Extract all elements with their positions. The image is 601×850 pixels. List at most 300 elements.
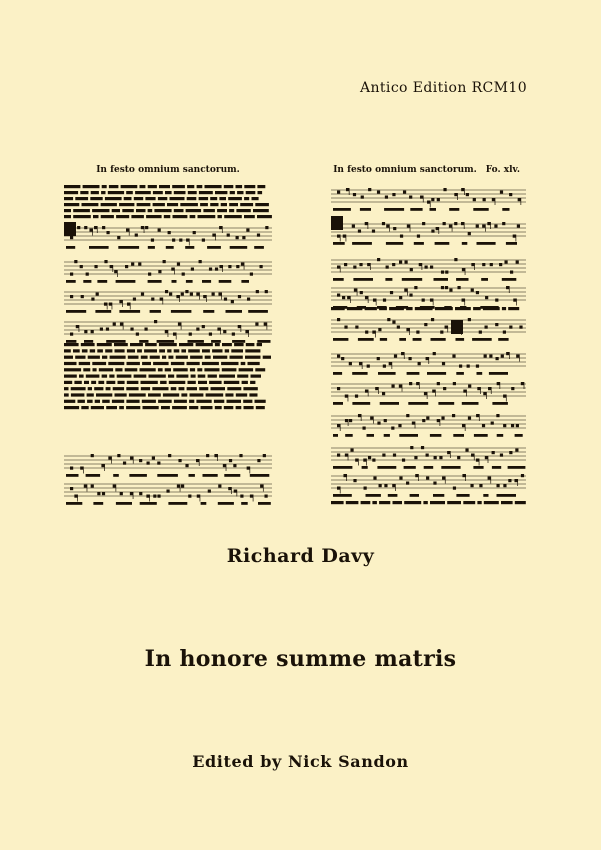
text-word [379, 501, 390, 504]
neume [168, 231, 171, 234]
underlay-word [366, 494, 381, 497]
text-word [224, 185, 234, 188]
neume [117, 236, 120, 239]
neume [476, 291, 479, 294]
editor-credit: Edited by Nick Sandon [192, 752, 409, 771]
text-word [240, 203, 253, 206]
text-word [165, 191, 172, 194]
text-word [221, 362, 238, 365]
neume [483, 392, 486, 395]
neume [402, 459, 405, 462]
neume [430, 266, 433, 269]
text-word [117, 375, 132, 378]
underlay-word [456, 338, 465, 341]
neume [496, 357, 499, 360]
neume [367, 365, 370, 368]
text-word [484, 501, 499, 504]
text-word [113, 387, 124, 390]
text-word [393, 501, 403, 504]
neume [468, 318, 471, 321]
neume [104, 303, 107, 306]
neume [152, 457, 155, 460]
neume [377, 357, 380, 360]
neume [345, 395, 348, 398]
neume [488, 477, 491, 480]
text-word [215, 406, 222, 409]
neume [91, 485, 94, 488]
neume [166, 490, 169, 493]
neume [445, 326, 448, 329]
underlay-word [333, 466, 352, 469]
text-word [129, 393, 146, 396]
neume [240, 495, 243, 498]
neume [521, 474, 524, 477]
neume [378, 328, 381, 331]
text-word [197, 368, 202, 371]
neume [434, 456, 437, 459]
neume [341, 357, 344, 360]
text-word [257, 343, 262, 346]
text-word [92, 362, 106, 365]
neume [189, 333, 192, 336]
neume [86, 273, 89, 276]
neume [223, 330, 226, 333]
neume [425, 266, 428, 269]
facsimile-right-heading: In festo omnium sanctorum. [333, 165, 477, 175]
underlay-word [399, 434, 418, 437]
neume [427, 201, 430, 204]
text-word [140, 368, 156, 371]
underlay-word [427, 372, 446, 375]
text-word [201, 406, 213, 409]
text-word [463, 501, 475, 504]
underlay-word [66, 474, 79, 477]
underlay-word [492, 466, 501, 469]
neume [465, 449, 468, 452]
neume [102, 226, 105, 229]
text-word [173, 368, 188, 371]
underlay-word [384, 434, 390, 437]
neume [343, 474, 346, 477]
neume [337, 487, 340, 490]
work-title: In honore summe matris [144, 646, 457, 672]
text-word [118, 381, 125, 384]
neume [503, 484, 506, 487]
text-word [109, 185, 119, 188]
text-word [210, 203, 218, 206]
neume [359, 362, 362, 365]
neume [157, 495, 160, 498]
neume [433, 352, 436, 355]
underlay-word [399, 338, 406, 341]
neume [106, 231, 109, 234]
text-word [119, 406, 124, 409]
text-word [73, 349, 80, 352]
underlay-word [119, 310, 140, 313]
neume [487, 222, 490, 225]
neume [264, 495, 267, 498]
neume [345, 419, 348, 422]
text-word [64, 197, 73, 200]
neume [113, 485, 116, 488]
neume [141, 226, 144, 229]
text-word [174, 209, 184, 212]
neume [151, 298, 154, 301]
neume [516, 424, 519, 427]
neume [219, 265, 222, 268]
text-word [230, 356, 243, 359]
text-word [64, 343, 79, 346]
text-word [430, 501, 445, 504]
neume [385, 196, 388, 199]
text-word [199, 191, 213, 194]
text-word [172, 185, 185, 188]
neume [453, 487, 456, 490]
text-word [115, 393, 127, 396]
neume [424, 392, 427, 395]
chant-page-left-image [60, 150, 276, 520]
underlay-word [185, 246, 194, 249]
text-word [181, 349, 186, 352]
neume [453, 382, 456, 385]
chant-facsimile-right [327, 150, 530, 520]
text-word [122, 209, 134, 212]
underlay-word [424, 466, 434, 469]
text-word [87, 400, 93, 403]
text-word [78, 400, 85, 403]
text-word [141, 356, 148, 359]
underlay-word [410, 208, 422, 211]
text-word [210, 197, 217, 200]
text-word [508, 307, 519, 310]
neume [368, 456, 371, 459]
neume [431, 198, 434, 201]
neume [415, 474, 418, 477]
neume [108, 457, 111, 460]
underlay-word [414, 242, 424, 245]
text-word [64, 349, 71, 352]
underlay-word [462, 402, 479, 405]
neume [495, 299, 498, 302]
neume [114, 270, 117, 273]
chant-facsimile-left [60, 150, 276, 520]
underlay-word [497, 494, 517, 497]
neume [383, 299, 386, 302]
text-word [83, 185, 100, 188]
text-word [83, 368, 90, 371]
underlay-word [333, 494, 352, 497]
underlay-word [497, 434, 504, 437]
text-word [143, 406, 159, 409]
neume [382, 454, 385, 457]
neume [246, 229, 249, 232]
text-word [158, 197, 167, 200]
neume [421, 446, 424, 449]
text-word [435, 307, 453, 310]
underlay-word [474, 434, 488, 437]
text-word [423, 501, 427, 504]
underlay-word [456, 372, 464, 375]
text-word [160, 381, 167, 384]
text-word [121, 185, 138, 188]
neume [398, 424, 401, 427]
neume [422, 419, 425, 422]
neume [439, 456, 442, 459]
text-word [379, 307, 387, 310]
neume [470, 484, 473, 487]
text-word [188, 349, 200, 352]
text-word [236, 185, 243, 188]
neume [445, 271, 448, 274]
neume [454, 222, 457, 225]
text-word [112, 400, 124, 403]
neume [462, 268, 465, 271]
neume [101, 464, 104, 467]
text-word [137, 349, 142, 352]
composer-name: Richard Davy [226, 545, 375, 567]
neume [337, 235, 340, 238]
neume [370, 417, 373, 420]
neume [473, 198, 476, 201]
neume [454, 258, 457, 261]
neume [471, 454, 474, 457]
neume [447, 451, 450, 454]
underlay-word [186, 280, 193, 283]
neume [127, 303, 130, 306]
text-word [148, 185, 157, 188]
text-word [64, 185, 80, 188]
neume [139, 492, 142, 495]
neume [483, 198, 486, 201]
underlay-word [148, 280, 162, 283]
neume [242, 236, 245, 239]
neume [199, 260, 202, 263]
neume [471, 289, 474, 292]
neume [422, 222, 425, 225]
text-word [93, 215, 99, 218]
text-word [80, 191, 88, 194]
text-word [153, 203, 165, 206]
underlay-word [489, 372, 508, 375]
text-word [97, 343, 112, 346]
neume [364, 487, 367, 490]
neume [234, 490, 237, 493]
neume [145, 226, 148, 229]
neume [233, 464, 236, 467]
text-word [64, 203, 79, 206]
neume [265, 290, 268, 293]
text-word [249, 393, 257, 396]
underlay-word [360, 208, 371, 211]
neume [392, 193, 395, 196]
underlay-word [93, 502, 103, 505]
neume [500, 454, 503, 457]
text-word [206, 393, 224, 396]
text-word [153, 362, 169, 365]
neume [407, 225, 410, 228]
neume [373, 299, 376, 302]
neume [365, 222, 368, 225]
text-word [64, 191, 78, 194]
neume [186, 239, 189, 242]
text-word [124, 197, 132, 200]
text-word [134, 375, 147, 378]
underlay-word [441, 466, 460, 469]
underlay-word [472, 338, 492, 341]
underlay-word [353, 278, 373, 281]
neume [426, 417, 429, 420]
neume [457, 456, 460, 459]
text-word [105, 197, 122, 200]
neume [389, 362, 392, 365]
neume [461, 188, 464, 191]
neume [392, 484, 395, 487]
text-word [174, 191, 186, 194]
text-word [108, 362, 124, 365]
text-word [248, 362, 260, 365]
neume [516, 355, 519, 358]
neume [516, 261, 519, 264]
neume [417, 235, 420, 238]
underlay-word [106, 340, 125, 343]
neume [126, 229, 129, 232]
text-word [71, 387, 86, 390]
text-word [199, 197, 209, 200]
underlay-word [230, 246, 248, 249]
text-word [205, 356, 211, 359]
text-word [174, 349, 180, 352]
text-word [234, 343, 244, 346]
text-word [134, 197, 143, 200]
neume [409, 294, 412, 297]
neume [500, 191, 503, 194]
text-word [108, 191, 124, 194]
neume [519, 326, 522, 329]
text-word [406, 307, 413, 310]
neume [452, 414, 455, 417]
text-word [127, 349, 135, 352]
neume [76, 325, 79, 328]
underlay-word [498, 338, 508, 341]
neume [100, 328, 103, 331]
text-word [91, 406, 104, 409]
text-word [135, 191, 151, 194]
neume [363, 459, 366, 462]
neume [467, 365, 470, 368]
neume [256, 290, 259, 293]
text-word [159, 349, 165, 352]
neume [392, 321, 395, 324]
neume [422, 299, 425, 302]
underlay-word [508, 466, 526, 469]
neume [355, 459, 358, 462]
neume [337, 266, 340, 269]
text-word [142, 400, 156, 403]
neume [377, 422, 380, 425]
underlay-word [502, 278, 517, 281]
neume [337, 318, 340, 321]
text-word [176, 375, 188, 378]
underlay-word [202, 280, 211, 283]
neume [350, 449, 353, 452]
underlay-word [367, 434, 375, 437]
underlay-word [333, 434, 338, 437]
neume [442, 362, 445, 365]
text-word [87, 393, 94, 396]
neume [416, 382, 419, 385]
text-word [92, 209, 109, 212]
text-word [172, 406, 187, 409]
text-word [245, 356, 261, 359]
text-word [167, 349, 171, 352]
text-word [225, 393, 233, 396]
neume [94, 226, 97, 229]
text-word [141, 387, 150, 390]
text-word [131, 215, 144, 218]
underlay-word [402, 278, 422, 281]
text-word [114, 343, 128, 346]
neume [229, 459, 232, 462]
text-word [164, 215, 171, 218]
neume [179, 239, 182, 242]
neume [359, 263, 362, 266]
text-word [148, 209, 153, 212]
underlay-word [203, 474, 218, 477]
text-word [115, 368, 122, 371]
neume [157, 462, 160, 465]
neume [406, 328, 409, 331]
neume [165, 290, 168, 293]
neume [178, 323, 181, 326]
neume [362, 427, 365, 430]
text-word [250, 381, 255, 384]
text-word [75, 197, 88, 200]
neume [119, 300, 122, 303]
text-word [173, 215, 188, 218]
neume [173, 333, 176, 336]
text-word [188, 381, 196, 384]
neume [133, 298, 136, 301]
neume [441, 286, 444, 289]
text-word [162, 356, 166, 359]
text-word [90, 197, 102, 200]
neume [80, 467, 83, 470]
neume [185, 464, 188, 467]
neume [485, 456, 488, 459]
text-word [197, 185, 203, 188]
neume [218, 293, 221, 296]
neume [337, 355, 340, 358]
neume [436, 227, 439, 230]
underlay-word [502, 208, 509, 211]
text-word [188, 191, 197, 194]
text-word [251, 375, 262, 378]
underlay-word [386, 242, 403, 245]
neume [437, 382, 440, 385]
text-word [224, 381, 240, 384]
neume [160, 298, 163, 301]
text-word [99, 368, 113, 371]
neume [433, 482, 436, 485]
neume [176, 295, 179, 298]
neume [482, 225, 485, 228]
neume [496, 414, 499, 417]
underlay-word [226, 310, 243, 313]
neume [97, 492, 100, 495]
neume [397, 326, 400, 329]
text-word [88, 356, 100, 359]
text-word [96, 393, 112, 396]
